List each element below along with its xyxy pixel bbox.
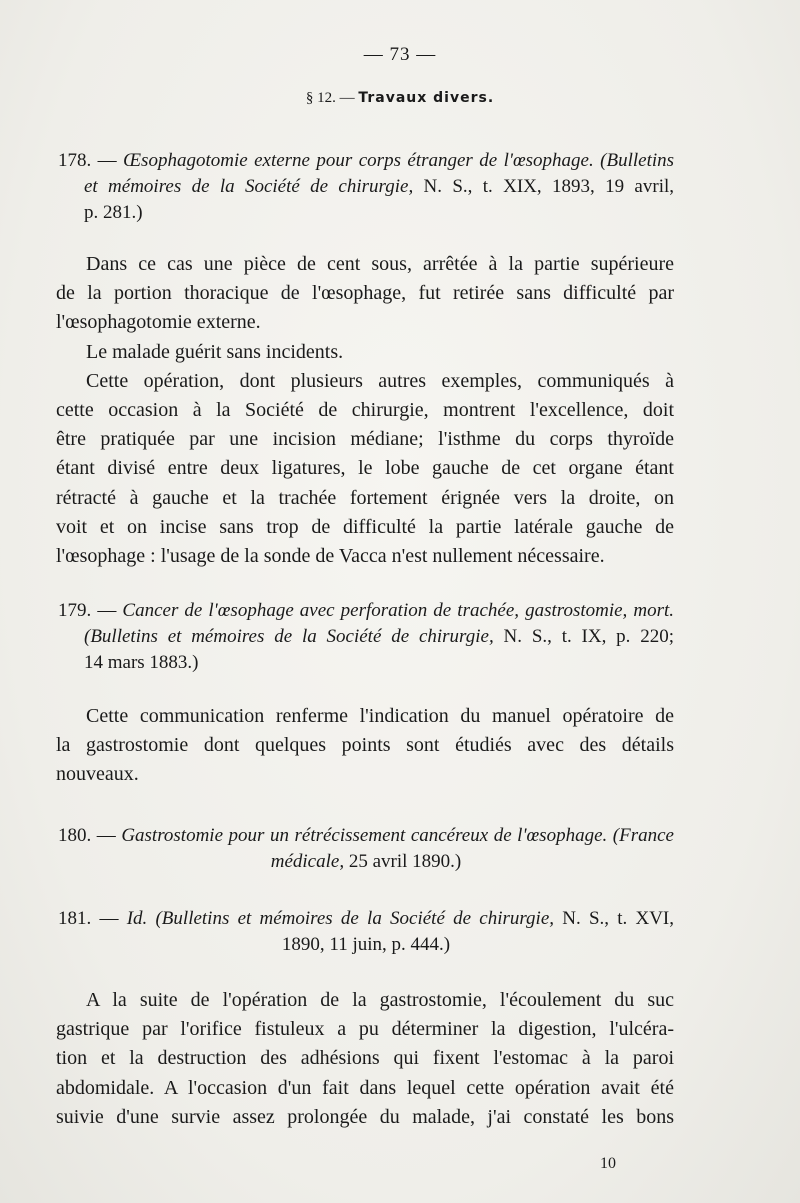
entry-180 xyxy=(58,823,674,875)
entry-reference: 1890, 11 juin, p. 444.) xyxy=(281,934,451,955)
entry-number: 180. — xyxy=(58,825,116,846)
entry-title: Œsophagotomie externe pour corps étranger de l'œsophage. xyxy=(123,150,594,171)
text-line: Cette communication renferme l'indication du manuel opératoire de xyxy=(86,705,674,727)
section-heading xyxy=(0,90,800,107)
text-line: suivie d'une survie assez prolongée du malade, j'ai constaté les bons xyxy=(56,1105,674,1128)
text-line: rétracté à gauche et la trachée fortement érignée vers la droite, on xyxy=(56,486,674,509)
text-line: l'œsophagotomie externe. xyxy=(56,311,261,334)
paragraph-179 xyxy=(56,702,674,790)
entry-number: 178. — xyxy=(58,150,117,171)
text-line: être pratiquée par une incision médiane; l'isthme du corps thyroïde xyxy=(56,428,674,451)
text-line: Le malade guérit sans incidents. xyxy=(86,340,344,363)
section-title: Travaux divers. xyxy=(358,90,495,106)
text-line: abdomidale. A l'occasion d'un fait dans lequel cette opération avait été xyxy=(56,1076,674,1099)
entry-reference: p. 281.) xyxy=(84,202,143,223)
text-line: Cette opération, dont plusieurs autres exemples, communiqués à xyxy=(86,369,674,392)
paragraph-181 xyxy=(56,986,674,1132)
text-line: tion et la destruction des adhésions qui fixent l'estomac à la paroi xyxy=(56,1047,674,1070)
text-line: de la portion thoracique de l'œsophage, fut retirée sans difficulté par xyxy=(56,282,674,305)
text-line: nouveaux. xyxy=(56,763,139,786)
entry-reference: N. S., t. IX, p. 220; xyxy=(503,626,674,647)
text-line: étant divisé entre deux ligatures, le lobe gauche de cet organe étant xyxy=(56,457,674,480)
text-line: voit et on incise sans trop de difficulté la partie latérale gauche de xyxy=(56,515,674,538)
entry-reference: 14 mars 1883.) xyxy=(84,652,199,673)
text-line: Dans ce cas une pièce de cent sous, arrêtée à la partie supérieure xyxy=(86,253,674,275)
entry-title: Id. xyxy=(126,908,148,929)
paragraph-178 xyxy=(56,250,674,571)
text-line: cette occasion à la Société de chirurgie, montrent l'excellence, doit xyxy=(56,399,674,422)
entry-179 xyxy=(58,598,674,676)
section-mark: § 12. — xyxy=(305,90,355,106)
entry-reference: N. S., t. XIX, 1893, 19 avril, xyxy=(423,176,674,197)
entry-title: Cancer de l'œsophage avec perforation de trachée, gastrostomie, mort. xyxy=(122,600,675,621)
text-line: A la suite de l'opération de la gastrostomie, l'écoulement du suc xyxy=(86,989,674,1011)
page-number: — 73 — xyxy=(363,44,437,65)
entry-source: (Bulletins et mémoires de la Société de chirurgie, xyxy=(84,626,494,647)
entry-number: 179. — xyxy=(58,600,117,621)
text-line: l'œsophage : l'usage de la sonde de Vacca n'est nullement nécessaire. xyxy=(56,545,605,568)
text-line: la gastrostomie dont quelques points sont étudiés avec des détails xyxy=(56,734,674,757)
entry-178 xyxy=(58,148,674,226)
entry-reference: 25 avril 1890.) xyxy=(348,851,462,872)
entry-source: et mémoires de la Société de chirurgie, xyxy=(84,176,414,197)
entry-number: 181. — xyxy=(58,908,119,929)
entry-source: (Bulletins xyxy=(600,150,675,171)
entry-source: (France xyxy=(612,825,674,846)
entry-reference: N. S., t. XVI, xyxy=(562,908,674,929)
entry-source: (Bulletins et mémoires de la Société de chirurgie, xyxy=(155,908,555,929)
entry-title: Gastrostomie pour un rétrécissement cancéreux de l'œsophage. xyxy=(121,825,608,846)
text-line: gastrique par l'orifice fistuleux a pu déterminer la digestion, l'ulcéra- xyxy=(56,1018,674,1041)
entry-181 xyxy=(58,906,674,958)
entry-source: médicale, xyxy=(270,851,345,872)
signature-mark: 10 xyxy=(600,1155,616,1172)
